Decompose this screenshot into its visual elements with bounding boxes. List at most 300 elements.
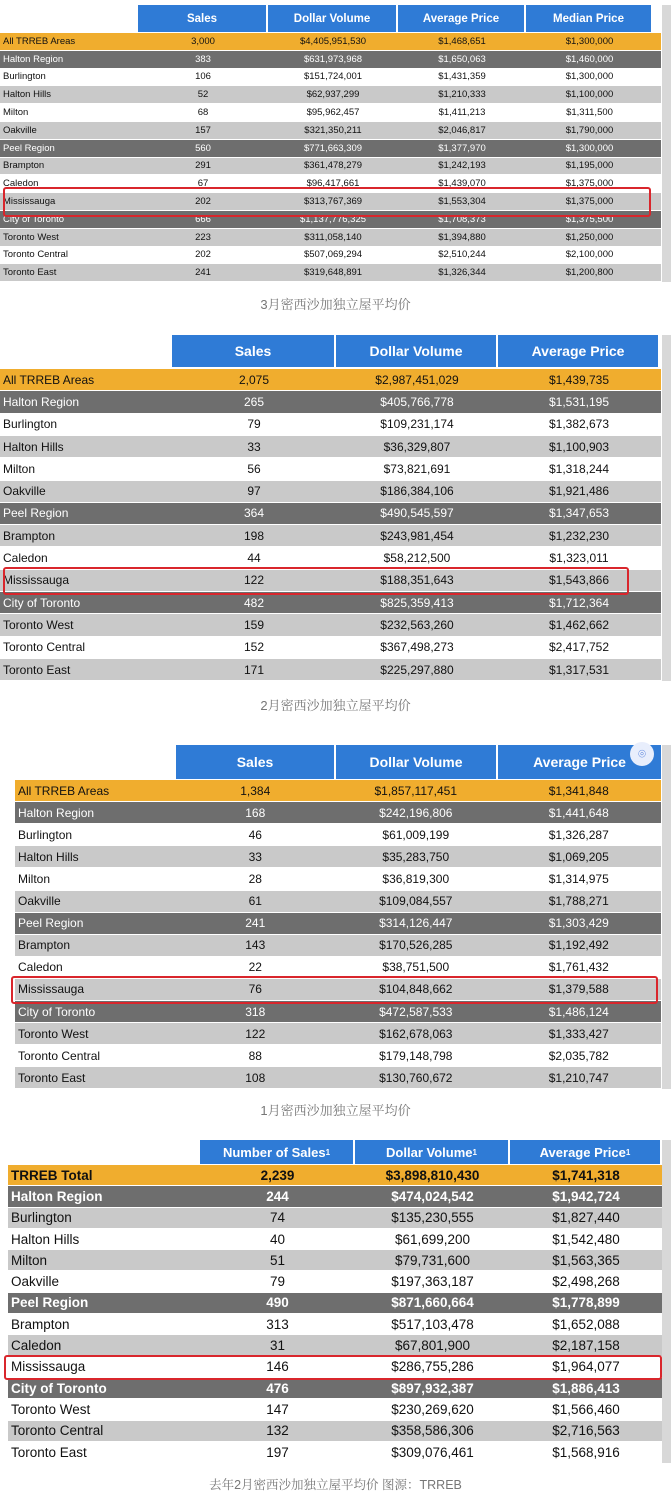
- cell-value: 318: [245, 1004, 266, 1019]
- header-blank: [0, 1140, 200, 1164]
- footnote-marker: 1: [625, 1147, 631, 1157]
- cell-value: $1,192,492: [548, 938, 609, 953]
- cell-value: $507,069,294: [303, 249, 363, 261]
- mississauga-highlight-box: [11, 976, 658, 1004]
- cell-value: 74: [269, 1210, 286, 1226]
- table-row: [0, 104, 661, 121]
- cell-value: $232,563,260: [380, 617, 454, 632]
- cell-value: $1,964,077: [552, 1359, 620, 1375]
- column-header-label: Average Price: [531, 343, 625, 359]
- area-name: Toronto West: [3, 231, 59, 243]
- cell-value: 291: [195, 160, 211, 172]
- cell-value: $1,195,000: [565, 160, 614, 172]
- table-row: [8, 1335, 662, 1355]
- cell-value: $1,563,365: [552, 1252, 620, 1268]
- cell-value: $35,283,750: [382, 849, 450, 864]
- cell-value: $1,439,735: [548, 372, 610, 387]
- header-blank: [0, 5, 138, 32]
- cell-value: 79: [247, 417, 261, 432]
- cell-value: $2,498,268: [552, 1274, 620, 1290]
- cell-value: 56: [247, 461, 261, 476]
- cell-value: $1,377,970: [438, 142, 486, 154]
- area-name: Brampton: [3, 528, 56, 543]
- table-row: [0, 637, 661, 658]
- table-row: [15, 846, 661, 867]
- cell-value: 383: [195, 53, 211, 65]
- column-header-label: Average Price: [539, 1144, 626, 1160]
- cell-value: $1,441,648: [548, 805, 609, 820]
- cell-value: 132: [266, 1423, 289, 1439]
- table-row: [0, 33, 661, 50]
- cell-value: $1,300,000: [565, 35, 614, 47]
- cell-value: $1,375,500: [565, 213, 614, 225]
- table-row: [8, 1421, 662, 1441]
- table-row: [8, 1293, 662, 1313]
- area-name: Oakville: [3, 484, 46, 499]
- table-row: [0, 525, 661, 546]
- cell-value: 67: [197, 178, 209, 190]
- cell-value: $197,363,187: [391, 1274, 474, 1290]
- cell-value: 171: [243, 662, 265, 677]
- cell-value: $1,394,880: [438, 231, 486, 243]
- cell-value: $517,103,478: [391, 1316, 474, 1332]
- table-row: [0, 86, 661, 103]
- camera-scan-icon[interactable]: ⌾: [630, 742, 654, 766]
- cell-value: $186,384,106: [380, 484, 454, 499]
- cell-value: 2,075: [238, 372, 270, 387]
- cell-value: 33: [247, 439, 261, 454]
- mississauga-highlight-box: [3, 187, 651, 217]
- table-header: [0, 5, 671, 32]
- area-name: Milton: [11, 1252, 48, 1268]
- table-row: [0, 659, 661, 680]
- cell-value: 2,239: [260, 1167, 295, 1183]
- area-name: Milton: [3, 461, 36, 476]
- cell-value: 482: [243, 595, 265, 610]
- area-name: Mississauga: [3, 196, 56, 208]
- cell-value: $36,819,300: [382, 871, 450, 886]
- table-row: [0, 547, 661, 568]
- cell-value: 223: [195, 231, 211, 243]
- cell-value: $79,731,600: [394, 1252, 471, 1268]
- cell-value: $1,553,304: [438, 196, 486, 208]
- mississauga-highlight-box: [4, 1355, 662, 1380]
- cell-value: $2,035,782: [548, 1048, 609, 1063]
- cell-value: $286,755,286: [391, 1359, 474, 1375]
- area-name: Toronto West: [3, 617, 74, 632]
- table-row: [8, 1208, 662, 1228]
- cell-value: $1,566,460: [552, 1401, 620, 1417]
- area-name: Halton Hills: [18, 849, 79, 864]
- area-name: Oakville: [3, 124, 37, 136]
- area-name: Caledon: [18, 960, 63, 975]
- area-name: Oakville: [11, 1274, 60, 1290]
- column-header-label: Sales: [186, 12, 218, 25]
- cell-value: $3,898,810,430: [385, 1167, 480, 1183]
- cell-value: $162,678,063: [379, 1026, 453, 1041]
- cell-value: $1,741,318: [552, 1167, 620, 1183]
- area-name: Peel Region: [11, 1295, 89, 1311]
- cell-value: 364: [243, 506, 265, 521]
- table-row: [0, 436, 661, 457]
- cell-value: 197: [266, 1444, 289, 1460]
- cell-value: $825,359,413: [380, 595, 454, 610]
- cell-value: $1,210,333: [438, 89, 486, 101]
- cell-value: 143: [245, 938, 266, 953]
- cell-value: 122: [245, 1026, 266, 1041]
- column-header: [336, 335, 498, 367]
- column-header-label: Median Price: [553, 12, 624, 25]
- cell-value: $62,937,299: [306, 89, 360, 101]
- cell-value: 202: [195, 196, 211, 208]
- area-name: Halton Hills: [11, 1231, 80, 1247]
- cell-value: $897,932,387: [391, 1380, 474, 1396]
- table-row: [15, 802, 661, 823]
- column-header-label: Dollar Volume: [369, 754, 463, 770]
- table-header: [0, 745, 671, 779]
- cell-value: $1,942,724: [552, 1188, 620, 1204]
- cell-value: 666: [195, 213, 211, 225]
- cell-value: $1,708,373: [438, 213, 486, 225]
- cell-value: 157: [195, 124, 211, 136]
- column-header-label: Sales: [236, 754, 274, 770]
- table-row: [8, 1314, 662, 1334]
- cell-value: $1,318,244: [548, 461, 610, 476]
- cell-value: $225,297,880: [380, 662, 454, 677]
- area-name: Toronto West: [18, 1026, 89, 1041]
- cell-value: $1,543,866: [548, 573, 610, 588]
- area-name: Mississauga: [18, 982, 85, 997]
- mississauga-highlight-box: [3, 567, 629, 595]
- table-row: [15, 1023, 661, 1044]
- table-row: [0, 69, 661, 86]
- footnote-marker: 1: [472, 1147, 477, 1157]
- area-name: Oakville: [18, 894, 61, 909]
- column-header: [172, 335, 336, 367]
- cell-value: 44: [247, 551, 261, 566]
- table-row: [15, 824, 661, 845]
- table-row: [15, 1067, 661, 1088]
- cell-value: $1,886,413: [552, 1380, 620, 1396]
- cell-value: 244: [266, 1188, 289, 1204]
- cell-value: 202: [195, 249, 211, 261]
- cell-value: 108: [245, 1070, 266, 1085]
- cell-value: 241: [245, 916, 266, 931]
- header-blank: [0, 335, 172, 367]
- cell-value: $1,375,000: [565, 196, 614, 208]
- cell-value: $1,411,213: [438, 107, 486, 119]
- table-row: [8, 1442, 662, 1462]
- table-row: [0, 481, 661, 502]
- table-caption: 去年2月密西沙加独立屋平均价 图源：TRREB: [209, 1478, 462, 1492]
- cell-value: $1,439,070: [438, 178, 486, 190]
- table-header: [0, 1140, 671, 1164]
- cell-value: $1,333,427: [548, 1026, 609, 1041]
- table-row: [15, 780, 661, 801]
- table-row: [8, 1250, 662, 1270]
- area-name: Peel Region: [18, 916, 84, 931]
- cell-value: 68: [197, 107, 209, 119]
- cell-value: $38,751,500: [382, 960, 450, 975]
- column-header: [526, 5, 653, 32]
- cell-value: $1,921,486: [548, 484, 610, 499]
- area-name: Caledon: [3, 551, 48, 566]
- area-name: Burlington: [11, 1210, 72, 1226]
- column-header-label: Sales: [234, 343, 272, 359]
- table-caption: 1月密西沙加独立屋平均价: [260, 1103, 411, 1118]
- cell-value: $1,468,651: [438, 35, 486, 47]
- table-row: [0, 140, 661, 157]
- cell-value: $95,962,457: [306, 107, 360, 119]
- table-caption: 2月密西沙加独立屋平均价: [260, 698, 411, 713]
- area-name: Caledon: [3, 178, 39, 190]
- table-row: [0, 264, 661, 281]
- table-header: [0, 335, 671, 367]
- area-name: City of Toronto: [11, 1380, 107, 1396]
- area-name: Toronto East: [18, 1070, 86, 1085]
- cell-value: $1,375,000: [565, 178, 614, 190]
- cell-value: 241: [195, 267, 211, 279]
- column-header: [355, 1140, 510, 1164]
- area-name: Burlington: [3, 417, 58, 432]
- area-name: City of Toronto: [3, 213, 65, 225]
- cell-value: $1,778,899: [552, 1295, 620, 1311]
- cell-value: 51: [269, 1252, 286, 1268]
- cell-value: $230,269,620: [391, 1401, 474, 1417]
- column-header: [398, 5, 526, 32]
- cell-value: $319,648,891: [303, 267, 363, 279]
- cell-value: $1,300,000: [565, 71, 614, 83]
- cell-value: $1,790,000: [565, 124, 614, 136]
- cell-value: $1,303,429: [548, 916, 609, 931]
- cell-value: $1,568,916: [552, 1444, 620, 1460]
- cell-value: 152: [243, 640, 265, 655]
- cell-value: $631,973,968: [303, 53, 363, 65]
- cell-value: $1,650,063: [438, 53, 486, 65]
- cell-value: $1,326,344: [438, 267, 486, 279]
- cell-value: 76: [248, 982, 262, 997]
- cell-value: 560: [195, 142, 211, 154]
- cell-value: $188,351,643: [380, 573, 454, 588]
- area-name: Milton: [18, 871, 51, 886]
- cell-value: $367,498,273: [380, 640, 454, 655]
- area-name: Burlington: [3, 71, 46, 83]
- cell-value: 265: [243, 394, 265, 409]
- area-name: All TRREB Areas: [18, 783, 110, 798]
- cell-value: $135,230,555: [391, 1210, 474, 1226]
- cell-value: $1,347,653: [548, 506, 610, 521]
- cell-value: $58,212,500: [383, 551, 451, 566]
- cell-value: $2,987,451,029: [375, 372, 459, 387]
- area-name: Toronto Central: [18, 1048, 101, 1063]
- cell-value: $109,084,557: [379, 894, 453, 909]
- table-row: [8, 1165, 662, 1185]
- cell-value: $1,242,193: [438, 160, 486, 172]
- column-header: [268, 5, 398, 32]
- area-name: Toronto Central: [3, 640, 86, 655]
- area-name: Mississauga: [11, 1359, 86, 1375]
- cell-value: $309,076,461: [391, 1444, 474, 1460]
- table-row: [15, 913, 661, 934]
- area-name: TRREB Total: [11, 1167, 93, 1183]
- column-header: [200, 1140, 355, 1164]
- cell-value: $1,200,800: [565, 267, 614, 279]
- cell-value: $2,187,158: [552, 1338, 620, 1354]
- area-name: Peel Region: [3, 506, 69, 521]
- area-name: Toronto Central: [3, 249, 68, 261]
- table-caption: 3月密西沙加独立屋平均价: [260, 297, 411, 312]
- cell-value: $1,379,588: [548, 982, 609, 997]
- area-name: All TRREB Areas: [3, 35, 76, 47]
- table-row: [15, 1045, 661, 1066]
- cell-value: 122: [243, 573, 265, 588]
- column-header-label: Dollar Volume: [369, 343, 463, 359]
- table-row: [0, 247, 661, 264]
- column-header: [336, 745, 498, 779]
- area-name: Halton Hills: [3, 439, 64, 454]
- area-name: Burlington: [18, 827, 73, 842]
- area-name: Brampton: [18, 938, 71, 953]
- area-name: Halton Region: [18, 805, 95, 820]
- header-blank: [0, 745, 176, 779]
- cell-value: $405,766,778: [380, 394, 454, 409]
- cell-value: $474,024,542: [391, 1188, 474, 1204]
- cell-value: $1,069,205: [548, 849, 609, 864]
- table-row: [15, 891, 661, 912]
- column-header: [510, 1140, 662, 1164]
- column-header: [176, 745, 336, 779]
- area-name: Milton: [3, 107, 29, 119]
- cell-value: $871,660,664: [391, 1295, 474, 1311]
- table-row: [15, 1001, 661, 1022]
- cell-value: $179,148,798: [379, 1048, 453, 1063]
- cell-value: 476: [266, 1380, 289, 1396]
- table-row: [15, 957, 661, 978]
- cropped-column-edge: [662, 1140, 671, 1463]
- cell-value: $73,821,691: [383, 461, 451, 476]
- cell-value: 3,000: [191, 35, 215, 47]
- table-row: [8, 1229, 662, 1249]
- cell-value: $1,857,117,451: [374, 783, 458, 798]
- cell-value: 146: [266, 1359, 289, 1375]
- cell-value: $1,323,011: [549, 551, 609, 566]
- cell-value: $771,663,309: [303, 142, 363, 154]
- cell-value: $1,341,848: [548, 783, 609, 798]
- cell-value: $1,531,195: [548, 394, 610, 409]
- cell-value: 88: [248, 1048, 262, 1063]
- column-header-label: Average Price: [533, 754, 626, 770]
- cell-value: $1,232,230: [548, 528, 610, 543]
- cell-value: $109,231,174: [380, 417, 454, 432]
- cell-value: 147: [266, 1401, 289, 1417]
- area-name: Peel Region: [3, 142, 55, 154]
- cell-value: $1,250,000: [565, 231, 614, 243]
- cell-value: 159: [243, 617, 265, 632]
- cell-value: 28: [248, 871, 262, 886]
- cell-value: $1,652,088: [552, 1316, 620, 1332]
- cell-value: $1,317,531: [548, 662, 610, 677]
- cell-value: $61,009,199: [382, 827, 450, 842]
- area-name: Toronto Central: [11, 1423, 104, 1439]
- cell-value: $2,417,752: [548, 640, 610, 655]
- cell-value: $151,724,001: [303, 71, 363, 83]
- area-name: Brampton: [11, 1316, 70, 1332]
- cell-value: 1,384: [240, 783, 271, 798]
- table-row: [0, 458, 661, 479]
- area-name: All TRREB Areas: [3, 372, 95, 387]
- column-header-label: Dollar Volume: [293, 12, 371, 25]
- cell-value: 31: [269, 1338, 286, 1354]
- area-name: Halton Region: [3, 394, 80, 409]
- cell-value: $2,716,563: [552, 1423, 620, 1439]
- cell-value: 490: [266, 1295, 289, 1311]
- cell-value: $104,848,662: [379, 982, 453, 997]
- cell-value: $1,460,000: [565, 53, 614, 65]
- cell-value: $96,417,661: [306, 178, 360, 190]
- cell-value: $1,300,000: [565, 142, 614, 154]
- table-row: [0, 414, 661, 435]
- column-header-label: Number of Sales: [222, 1144, 326, 1160]
- cell-value: 22: [248, 960, 262, 975]
- cell-value: 61: [248, 894, 262, 909]
- cell-value: $1,712,364: [548, 595, 610, 610]
- cell-value: $1,100,903: [548, 439, 610, 454]
- cell-value: $321,350,211: [304, 124, 362, 136]
- cell-value: $1,761,432: [548, 960, 609, 975]
- table-row: [8, 1272, 662, 1292]
- area-name: Halton Region: [11, 1188, 103, 1204]
- column-header: [498, 335, 660, 367]
- table-row: [0, 51, 661, 68]
- cell-value: $311,058,140: [304, 231, 362, 243]
- cell-value: 40: [269, 1231, 286, 1247]
- cell-value: $4,405,951,530: [299, 35, 367, 47]
- cell-value: 79: [269, 1274, 286, 1290]
- table-row: [0, 229, 661, 246]
- area-name: Halton Region: [3, 53, 64, 65]
- column-header-label: Average Price: [422, 12, 500, 25]
- area-name: Halton Hills: [3, 89, 52, 101]
- cell-value: $358,586,306: [391, 1423, 474, 1439]
- cell-value: 106: [195, 71, 211, 83]
- column-header-label: Dollar Volume: [386, 1144, 473, 1160]
- cell-value: 313: [266, 1316, 289, 1332]
- cell-value: $1,462,662: [548, 617, 610, 632]
- cell-value: 52: [197, 89, 209, 101]
- table-row: [0, 592, 661, 613]
- cell-value: $242,196,806: [379, 805, 453, 820]
- cell-value: $1,314,975: [548, 871, 609, 886]
- cell-value: 97: [247, 484, 261, 499]
- area-name: Toronto East: [3, 662, 71, 677]
- area-name: Mississauga: [3, 573, 70, 588]
- cell-value: $1,431,359: [438, 71, 486, 83]
- cropped-column-edge: [662, 745, 671, 1089]
- cell-value: $1,311,500: [566, 107, 613, 119]
- cell-value: $490,545,597: [380, 506, 454, 521]
- table-row: [0, 369, 661, 390]
- cell-value: $1,788,271: [548, 894, 609, 909]
- cell-value: $61,699,200: [394, 1231, 471, 1247]
- area-name: Brampton: [3, 160, 45, 172]
- footnote-marker: 1: [325, 1147, 331, 1157]
- cell-value: $472,587,533: [379, 1004, 453, 1019]
- cell-value: $2,100,000: [565, 249, 614, 261]
- table-row: [15, 868, 661, 889]
- cropped-column-edge: [662, 335, 671, 681]
- cell-value: $170,526,285: [379, 938, 453, 953]
- cell-value: $361,478,279: [303, 160, 363, 172]
